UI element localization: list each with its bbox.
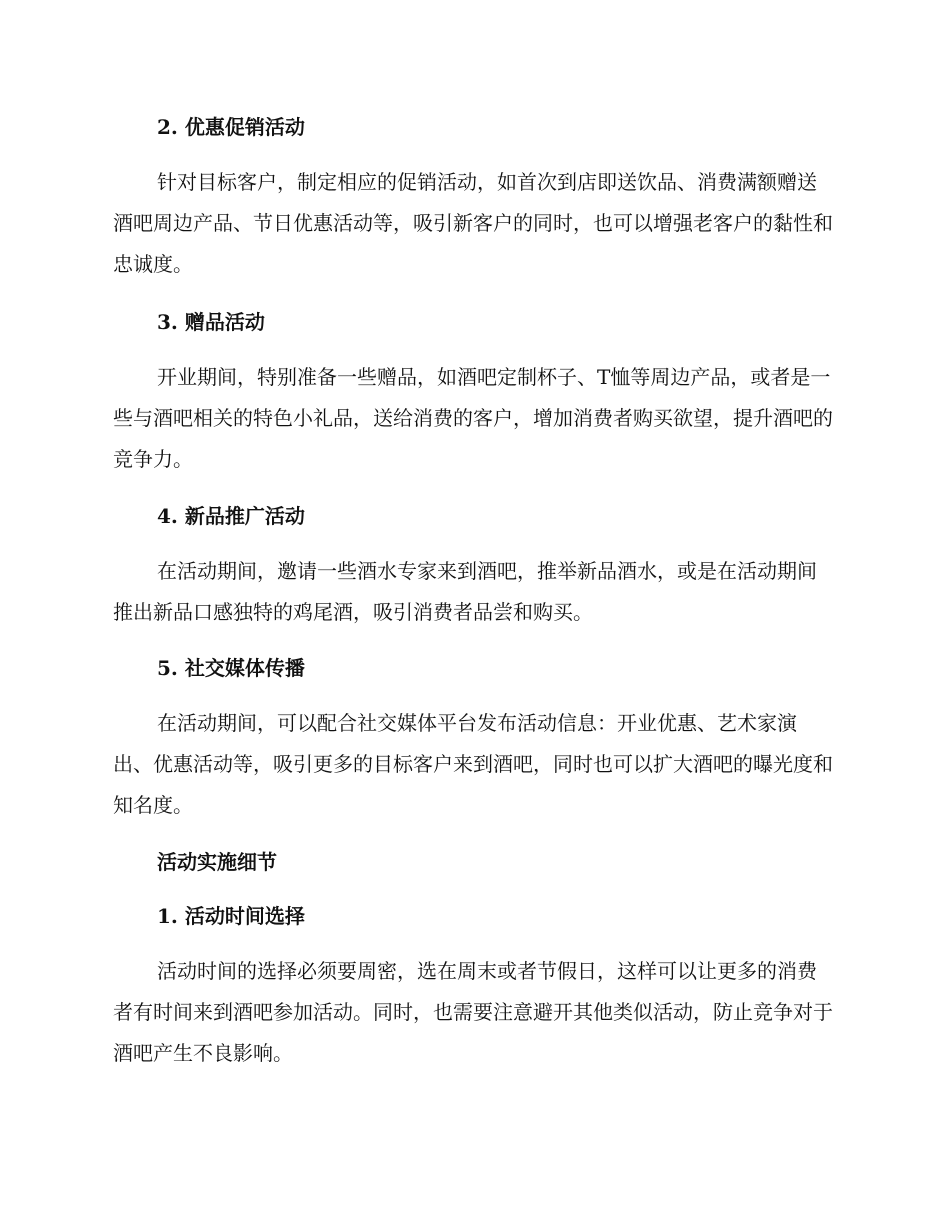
section-heading: 1. 活动时间选择: [157, 904, 305, 928]
section-paragraph: 在活动期间，可以配合社交媒体平台发布活动信息：开业优惠、艺术家演出、优惠活动等，吸引更多的目标客户来到酒吧，同时也可以扩大酒吧的曝光度和知名度。: [113, 711, 833, 817]
section-heading: 2. 优惠促销活动: [157, 115, 305, 139]
section-paragraph: 在活动期间，邀请一些酒水专家来到酒吧，推举新品酒水，或是在活动期间推出新品口感独特的鸡尾酒，吸引消费者品尝和购买。: [113, 559, 817, 624]
section-paragraph: 开业期间，特别准备一些赠品，如酒吧定制杯子、T恤等周边产品，或者是一些与酒吧相关的特色小礼品，送给消费的客户，增加消费者购买欲望，提升酒吧的竞争力。: [113, 365, 833, 471]
section-heading: 5. 社交媒体传播: [157, 656, 305, 680]
section-paragraph: 活动时间的选择必须要周密，选在周末或者节假日，这样可以让更多的消费者有时间来到酒吧参加活动。同时，也需要注意避开其他类似活动，防止竞争对于酒吧产生不良影响。: [113, 959, 833, 1065]
implementation-title: 活动实施细节: [157, 850, 277, 874]
section-heading: 4. 新品推广活动: [157, 504, 305, 528]
section-paragraph: 针对目标客户，制定相应的促销活动，如首次到店即送饮品、消费满额赠送酒吧周边产品、节日优惠活动等，吸引新客户的同时，也可以增强老客户的黏性和忠诚度。: [113, 170, 833, 276]
section-heading: 3. 赠品活动: [157, 310, 265, 334]
